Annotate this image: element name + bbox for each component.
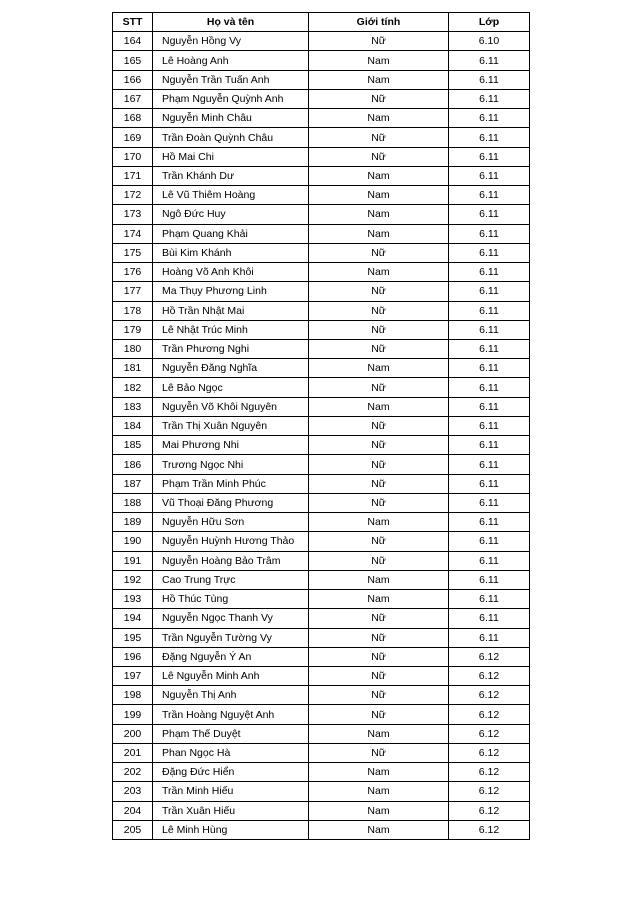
table-row	[113, 820, 530, 839]
stt-cell: 164	[113, 32, 153, 51]
class-cell: 6.12	[449, 724, 530, 743]
student-name-cell: Phạm Quang Khải	[153, 224, 309, 243]
gender-cell: Nam	[309, 224, 449, 243]
table-row	[113, 339, 530, 358]
class-cell: 6.11	[449, 513, 530, 532]
student-name-cell: Nguyễn Võ Khôi Nguyên	[153, 397, 309, 416]
gender-cell: Nữ	[309, 455, 449, 474]
stt-cell: 193	[113, 590, 153, 609]
stt-cell: 185	[113, 436, 153, 455]
stt-cell: 166	[113, 70, 153, 89]
table-row	[113, 493, 530, 512]
gender-cell: Nữ	[309, 378, 449, 397]
gender-cell: Nam	[309, 186, 449, 205]
class-cell: 6.11	[449, 493, 530, 512]
class-cell: 6.11	[449, 339, 530, 358]
student-name-cell: Nguyễn Đăng Nghĩa	[153, 359, 309, 378]
gender-cell: Nam	[309, 205, 449, 224]
stt-cell: 202	[113, 763, 153, 782]
table-row	[113, 147, 530, 166]
student-name-cell: Ma Thụy Phương Linh	[153, 282, 309, 301]
stt-cell: 181	[113, 359, 153, 378]
student-name-cell: Nguyễn Thị Anh	[153, 686, 309, 705]
gender-cell: Nam	[309, 801, 449, 820]
student-name-cell: Lê Nhật Trúc Minh	[153, 320, 309, 339]
stt-cell: 184	[113, 416, 153, 435]
class-cell: 6.12	[449, 782, 530, 801]
stt-cell: 172	[113, 186, 153, 205]
class-cell: 6.12	[449, 743, 530, 762]
class-cell: 6.12	[449, 705, 530, 724]
student-name-cell: Bùi Kim Khánh	[153, 243, 309, 262]
gender-cell: Nữ	[309, 628, 449, 647]
class-cell: 6.11	[449, 282, 530, 301]
student-name-cell: Mai Phương Nhi	[153, 436, 309, 455]
student-name-cell: Hồ Mai Chi	[153, 147, 309, 166]
table-row	[113, 570, 530, 589]
header-gender: Giới tính	[309, 13, 449, 32]
gender-cell: Nữ	[309, 705, 449, 724]
class-cell: 6.11	[449, 551, 530, 570]
stt-cell: 201	[113, 743, 153, 762]
gender-cell: Nam	[309, 724, 449, 743]
table-row	[113, 705, 530, 724]
gender-cell: Nữ	[309, 551, 449, 570]
student-name-cell: Ngô Đức Huy	[153, 205, 309, 224]
class-cell: 6.11	[449, 128, 530, 147]
table-row	[113, 686, 530, 705]
class-cell: 6.11	[449, 263, 530, 282]
stt-cell: 195	[113, 628, 153, 647]
table-row	[113, 513, 530, 532]
student-name-cell: Trần Thị Xuân Nguyên	[153, 416, 309, 435]
gender-cell: Nữ	[309, 532, 449, 551]
class-cell: 6.11	[449, 397, 530, 416]
stt-cell: 203	[113, 782, 153, 801]
stt-cell: 192	[113, 570, 153, 589]
table-row	[113, 743, 530, 762]
gender-cell: Nữ	[309, 320, 449, 339]
stt-cell: 167	[113, 89, 153, 108]
gender-cell: Nữ	[309, 416, 449, 435]
gender-cell: Nữ	[309, 436, 449, 455]
class-cell: 6.11	[449, 416, 530, 435]
table-row	[113, 532, 530, 551]
class-cell: 6.11	[449, 532, 530, 551]
class-cell: 6.11	[449, 186, 530, 205]
class-cell: 6.12	[449, 686, 530, 705]
table-row	[113, 70, 530, 89]
student-name-cell: Trần Phương Nghi	[153, 339, 309, 358]
student-name-cell: Nguyễn Trần Tuấn Anh	[153, 70, 309, 89]
class-cell: 6.12	[449, 666, 530, 685]
student-name-cell: Hồ Trần Nhật Mai	[153, 301, 309, 320]
student-name-cell: Vũ Thoại Đăng Phương	[153, 493, 309, 512]
class-cell: 6.11	[449, 301, 530, 320]
stt-cell: 171	[113, 166, 153, 185]
student-name-cell: Trần Hoàng Nguyệt Anh	[153, 705, 309, 724]
student-name-cell: Trần Đoàn Quỳnh Châu	[153, 128, 309, 147]
class-cell: 6.11	[449, 378, 530, 397]
stt-cell: 191	[113, 551, 153, 570]
class-cell: 6.11	[449, 590, 530, 609]
stt-cell: 177	[113, 282, 153, 301]
table-row	[113, 397, 530, 416]
stt-cell: 179	[113, 320, 153, 339]
gender-cell: Nam	[309, 263, 449, 282]
gender-cell: Nam	[309, 70, 449, 89]
stt-cell: 199	[113, 705, 153, 724]
table-header-row	[113, 13, 530, 32]
student-name-cell: Trần Minh Hiếu	[153, 782, 309, 801]
student-name-cell: Trần Xuân Hiếu	[153, 801, 309, 820]
table-row	[113, 455, 530, 474]
table-row	[113, 205, 530, 224]
gender-cell: Nam	[309, 109, 449, 128]
student-name-cell: Nguyễn Huỳnh Hương Thảo	[153, 532, 309, 551]
stt-cell: 196	[113, 647, 153, 666]
class-cell: 6.11	[449, 166, 530, 185]
student-name-cell: Phạm Nguyễn Quỳnh Anh	[153, 89, 309, 108]
gender-cell: Nam	[309, 763, 449, 782]
stt-cell: 198	[113, 686, 153, 705]
student-name-cell: Nguyễn Hoàng Bảo Trâm	[153, 551, 309, 570]
student-name-cell: Lê Minh Hùng	[153, 820, 309, 839]
table-row	[113, 243, 530, 262]
gender-cell: Nam	[309, 359, 449, 378]
class-cell: 6.11	[449, 436, 530, 455]
gender-cell: Nữ	[309, 474, 449, 493]
stt-cell: 178	[113, 301, 153, 320]
class-cell: 6.11	[449, 243, 530, 262]
class-cell: 6.10	[449, 32, 530, 51]
student-name-cell: Lê Nguyễn Minh Anh	[153, 666, 309, 685]
gender-cell: Nam	[309, 166, 449, 185]
class-cell: 6.12	[449, 647, 530, 666]
student-name-cell: Nguyễn Hữu Sơn	[153, 513, 309, 532]
student-name-cell: Trương Ngọc Nhi	[153, 455, 309, 474]
table-row	[113, 782, 530, 801]
stt-cell: 176	[113, 263, 153, 282]
stt-cell: 174	[113, 224, 153, 243]
gender-cell: Nữ	[309, 32, 449, 51]
stt-cell: 204	[113, 801, 153, 820]
stt-cell: 175	[113, 243, 153, 262]
gender-cell: Nữ	[309, 89, 449, 108]
class-cell: 6.11	[449, 147, 530, 166]
header-name: Họ và tên	[153, 13, 309, 32]
class-cell: 6.11	[449, 320, 530, 339]
gender-cell: Nữ	[309, 282, 449, 301]
stt-cell: 188	[113, 493, 153, 512]
table-row	[113, 609, 530, 628]
table-row	[113, 51, 530, 70]
class-cell: 6.11	[449, 609, 530, 628]
student-name-cell: Cao Trung Trực	[153, 570, 309, 589]
stt-cell: 197	[113, 666, 153, 685]
table-row	[113, 301, 530, 320]
class-cell: 6.11	[449, 205, 530, 224]
table-row	[113, 166, 530, 185]
gender-cell: Nữ	[309, 301, 449, 320]
stt-cell: 173	[113, 205, 153, 224]
table-row	[113, 282, 530, 301]
table-row	[113, 224, 530, 243]
table-row	[113, 666, 530, 685]
student-name-cell: Lê Bảo Ngọc	[153, 378, 309, 397]
gender-cell: Nam	[309, 782, 449, 801]
student-name-cell: Đặng Nguyễn Ý An	[153, 647, 309, 666]
gender-cell: Nữ	[309, 128, 449, 147]
stt-cell: 205	[113, 820, 153, 839]
gender-cell: Nữ	[309, 147, 449, 166]
stt-cell: 180	[113, 339, 153, 358]
student-name-cell: Lê Vũ Thiêm Hoàng	[153, 186, 309, 205]
table-row	[113, 32, 530, 51]
gender-cell: Nam	[309, 570, 449, 589]
stt-cell: 200	[113, 724, 153, 743]
table-row	[113, 378, 530, 397]
class-cell: 6.11	[449, 109, 530, 128]
table-row	[113, 359, 530, 378]
gender-cell: Nữ	[309, 647, 449, 666]
gender-cell: Nữ	[309, 493, 449, 512]
student-name-cell: Trần Khánh Dư	[153, 166, 309, 185]
class-cell: 6.11	[449, 474, 530, 493]
header-stt: STT	[113, 13, 153, 32]
class-cell: 6.11	[449, 455, 530, 474]
table-row	[113, 551, 530, 570]
class-cell: 6.11	[449, 89, 530, 108]
class-cell: 6.11	[449, 51, 530, 70]
table-row	[113, 590, 530, 609]
table-row	[113, 89, 530, 108]
student-name-cell: Phạm Thế Duyệt	[153, 724, 309, 743]
gender-cell: Nữ	[309, 609, 449, 628]
table-row	[113, 801, 530, 820]
student-table	[112, 12, 530, 840]
student-name-cell: Trần Nguyễn Tường Vy	[153, 628, 309, 647]
table-row	[113, 724, 530, 743]
student-name-cell: Nguyễn Hồng Vy	[153, 32, 309, 51]
table-row	[113, 128, 530, 147]
student-name-cell: Phan Ngọc Hà	[153, 743, 309, 762]
stt-cell: 182	[113, 378, 153, 397]
class-cell: 6.11	[449, 70, 530, 89]
gender-cell: Nam	[309, 513, 449, 532]
gender-cell: Nam	[309, 590, 449, 609]
stt-cell: 190	[113, 532, 153, 551]
stt-cell: 170	[113, 147, 153, 166]
gender-cell: Nam	[309, 51, 449, 70]
student-name-cell: Lê Hoàng Anh	[153, 51, 309, 70]
gender-cell: Nam	[309, 820, 449, 839]
class-cell: 6.11	[449, 359, 530, 378]
gender-cell: Nữ	[309, 243, 449, 262]
student-name-cell: Nguyễn Minh Châu	[153, 109, 309, 128]
table-row	[113, 186, 530, 205]
table-row	[113, 320, 530, 339]
class-cell: 6.11	[449, 224, 530, 243]
table-body	[113, 32, 530, 840]
table-row	[113, 416, 530, 435]
class-cell: 6.11	[449, 628, 530, 647]
gender-cell: Nam	[309, 397, 449, 416]
table-row	[113, 763, 530, 782]
stt-cell: 186	[113, 455, 153, 474]
gender-cell: Nữ	[309, 686, 449, 705]
class-cell: 6.11	[449, 570, 530, 589]
table-row	[113, 628, 530, 647]
table-row	[113, 436, 530, 455]
stt-cell: 187	[113, 474, 153, 493]
stt-cell: 165	[113, 51, 153, 70]
student-name-cell: Hồ Thúc Tùng	[153, 590, 309, 609]
gender-cell: Nữ	[309, 339, 449, 358]
stt-cell: 168	[113, 109, 153, 128]
class-cell: 6.12	[449, 801, 530, 820]
gender-cell: Nữ	[309, 666, 449, 685]
stt-cell: 194	[113, 609, 153, 628]
student-name-cell: Đặng Đức Hiển	[153, 763, 309, 782]
student-name-cell: Phạm Trần Minh Phúc	[153, 474, 309, 493]
class-cell: 6.12	[449, 820, 530, 839]
table-row	[113, 109, 530, 128]
gender-cell: Nữ	[309, 743, 449, 762]
table-row	[113, 263, 530, 282]
stt-cell: 169	[113, 128, 153, 147]
student-name-cell: Hoàng Võ Anh Khôi	[153, 263, 309, 282]
stt-cell: 183	[113, 397, 153, 416]
header-class: Lớp	[449, 13, 530, 32]
class-cell: 6.12	[449, 763, 530, 782]
table-row	[113, 647, 530, 666]
table-row	[113, 474, 530, 493]
student-name-cell: Nguyễn Ngọc Thanh Vy	[153, 609, 309, 628]
stt-cell: 189	[113, 513, 153, 532]
